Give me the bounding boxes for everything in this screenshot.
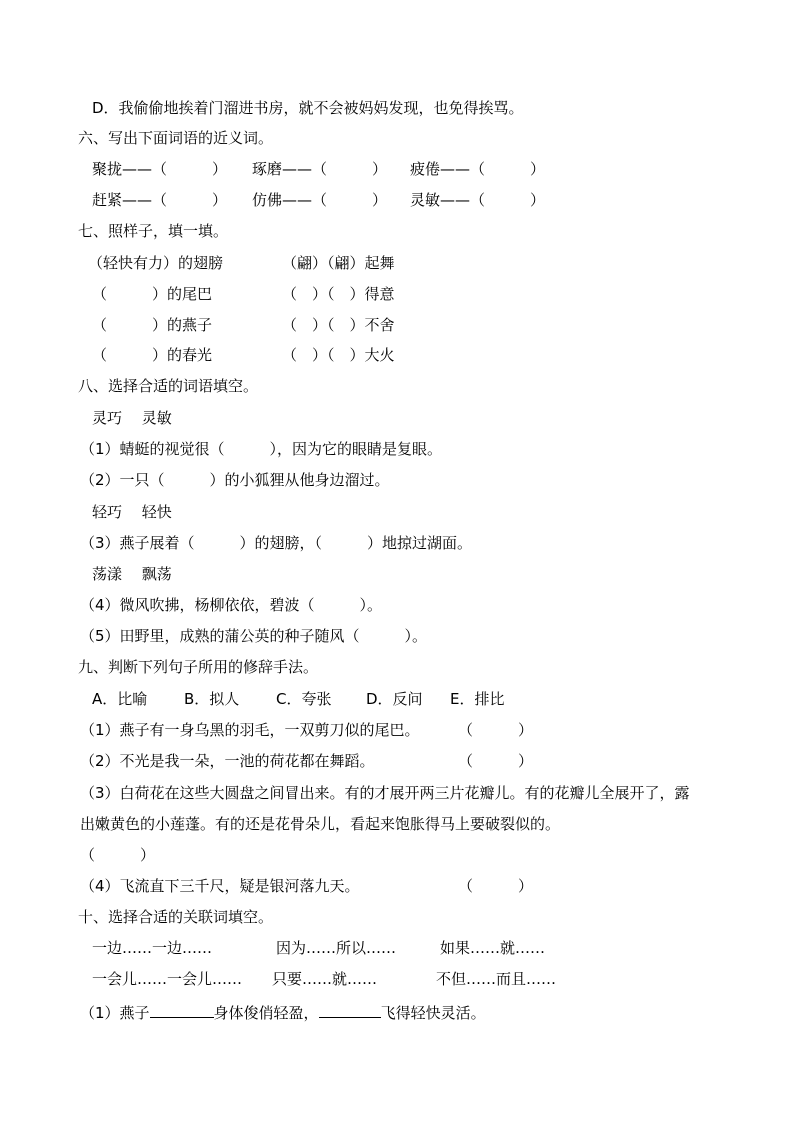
s9-question-3-line-2: 出嫩黄色的小莲蓬。有的还是花骨朵儿，看起来饱胀得马上要破裂似的。 <box>80 815 561 833</box>
s9-option-a: A．比喻 <box>92 690 148 708</box>
s7-example-left: （轻快有力）的翅膀 <box>88 254 224 272</box>
s9-option-d: D．反问 <box>366 690 423 708</box>
s9-question-3-line-1: （3）白荷花在这些大圆盘之间冒出来。有的才展开两三片花瓣儿。有的花瓣儿全展开了，露 <box>80 784 690 802</box>
s10-q1-part-3: 飞得轻快灵活。 <box>380 1004 486 1022</box>
s9-option-e: E．排比 <box>450 690 505 708</box>
s10-r2-c2: 只要……就…… <box>272 970 378 988</box>
s7-right-1: （ ）（ ）得意 <box>282 285 395 303</box>
s9-answer-1: （ ） <box>458 721 534 739</box>
s6-r2-c2: 仿佛——（ ） <box>252 191 388 209</box>
s9-question-4: （4）飞流直下三千尺，疑是银河落九天。 <box>80 877 360 895</box>
s10-title: 十、选择合适的关联词填空。 <box>78 908 274 926</box>
s8-question-2: （2）一只（ ）的小狐狸从他身边溜过。 <box>80 471 390 489</box>
s10-q1-blank-2[interactable] <box>319 1001 381 1018</box>
s10-q1-part-1: （1）燕子 <box>80 1004 150 1022</box>
s7-title: 七、照样子，填一填。 <box>78 222 229 240</box>
s7-right-2: （ ）（ ）不舍 <box>282 316 395 334</box>
s10-r2-c1: 一会儿……一会儿…… <box>92 970 243 988</box>
s9-title: 九、判断下列句子所用的修辞手法。 <box>78 658 319 676</box>
s10-r1-c2: 因为……所以…… <box>276 939 397 957</box>
s9-question-1: （1）燕子有一身乌黑的羽毛，一双剪刀似的尾巴。 <box>80 721 420 739</box>
s10-r2-c3: 不但……而且…… <box>436 970 557 988</box>
s10-q1-blank-1[interactable] <box>150 1001 214 1018</box>
s7-example-right: （翩）（翩）起舞 <box>282 254 395 272</box>
s6-r1-c2: 琢磨——（ ） <box>252 160 388 178</box>
s5-option-d: D．我偷偷地挨着门溜进书房，就不会被妈妈发现，也免得挨骂。 <box>92 99 524 117</box>
s9-option-c: C．夸张 <box>276 690 332 708</box>
s7-left-2: （ ）的燕子 <box>92 316 213 334</box>
s9-option-b: B．拟人 <box>184 690 240 708</box>
s6-r1-c3: 疲倦——（ ） <box>410 160 546 178</box>
s9-answer-2: （ ） <box>458 752 534 770</box>
s6-r1-c1: 聚拢——（ ） <box>92 160 228 178</box>
s7-left-1: （ ）的尾巴 <box>92 285 213 303</box>
s8-title: 八、选择合适的词语填空。 <box>78 377 259 395</box>
s6-r2-c1: 赶紧——（ ） <box>92 191 228 209</box>
s8-question-5: （5）田野里，成熟的蒲公英的种子随风（ ）。 <box>80 627 428 645</box>
s9-answer-3: （ ） <box>80 846 156 864</box>
s6-title: 六、写出下面词语的近义词。 <box>78 129 274 147</box>
s6-r2-c3: 灵敏——（ ） <box>410 191 546 209</box>
s9-question-2: （2）不光是我一朵，一池的荷花都在舞蹈。 <box>80 752 375 770</box>
s8-word-group-3: 荡漾 飘荡 <box>92 565 172 583</box>
s8-question-1: （1）蜻蜓的视觉很（ ），因为它的眼睛是复眼。 <box>80 440 443 458</box>
s10-r1-c1: 一边……一边…… <box>92 939 213 957</box>
s10-question-1 <box>80 1001 486 1023</box>
s8-word-group-2: 轻巧 轻快 <box>92 503 172 521</box>
s7-right-3: （ ）（ ）大火 <box>282 346 395 364</box>
s8-question-4: （4）微风吹拂，杨柳依依，碧波（ ）。 <box>80 596 383 614</box>
s8-word-group-1: 灵巧 灵敏 <box>92 409 172 427</box>
s7-left-3: （ ）的春光 <box>92 346 213 364</box>
s8-question-3: （3）燕子展着（ ）的翅膀，（ ）地掠过湖面。 <box>80 534 473 552</box>
s10-r1-c3: 如果……就…… <box>440 939 546 957</box>
s9-answer-4: （ ） <box>458 877 534 895</box>
s10-q1-part-2: 身体俊俏轻盈， <box>213 1004 319 1022</box>
